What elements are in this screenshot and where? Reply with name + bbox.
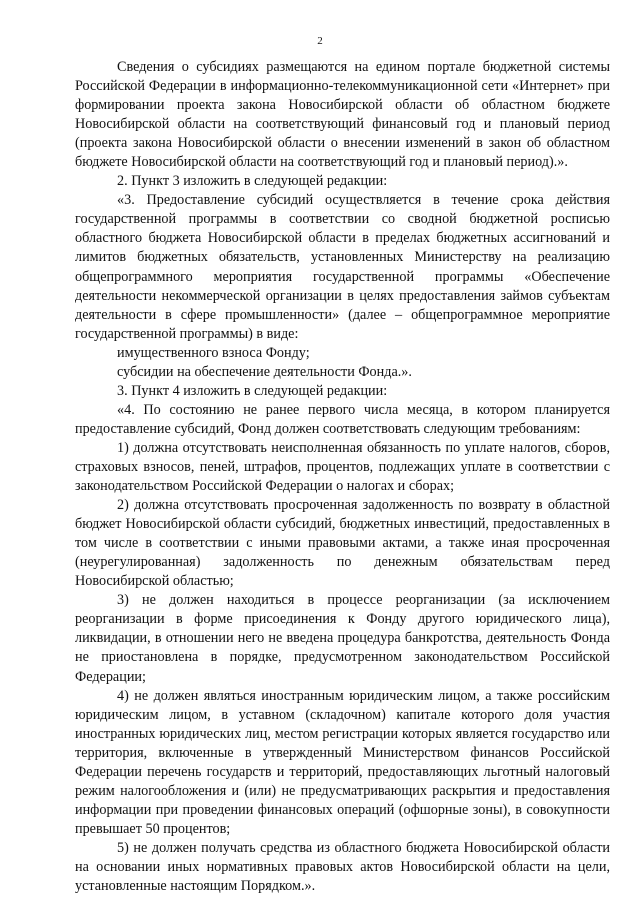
paragraph-requirement-1: 1) должна отсутствовать неисполненная обязанность по уплате налогов, сборов, страховых взносов, пеней, штрафов, процентов, подлежащих уплате в соответствии с законодательством Российской Федерации о налогах и сборах; [75, 439, 610, 495]
paragraph-fund-activity-subsidy: субсидии на обеспечение деятельности Фонда.». [117, 363, 412, 380]
paragraph-item-4-text: «4. По состоянию не ранее первого числа месяца, в котором планируется предоставление субсидий, Фонд должен соответствовать следующим требованиям: [75, 401, 610, 437]
document-body [75, 58, 610, 896]
paragraph-requirement-3: 3) не должен находиться в процессе реорганизации (за исключением реорганизации в форме присоединения к Фонду другого юридического лица), ликвидации, в отношении него не введена процедура банкротства, деятельность Фонда не приостановлена в порядке, предусмотренном законодательством Российской Федерации; [75, 592, 610, 685]
paragraph-item-3-text: «3. Предоставление субсидий осуществляется в течение срока действия государственной программы в соответствии со сводной бюджетной росписью областного бюджета Новосибирской области в пределах бюджетных ассигнований и лимитов бюджетных обязательств, установленных Министерству на реализацию общепрограммного мероприятия государственной программы «Обеспечение деятельности некоммерческой организации в целях предоставления займов субъектам деятельности в сфере промышленности» (далее – общепрограммное мероприятие государственной программы) в виде: [75, 192, 610, 342]
paragraph-requirement-4: 4) не должен являться иностранным юридическим лицом, а также российским юридическим лицом, в уставном (складочном) капитале которого доля участия иностранных юридических лиц, местом регистрации которых является государство или территория, включенные в утвержденный Министерством финансов Российской Федерации перечень государств и территорий, предоставляющих льготный налоговый режим налогообложения и (или) не предусматривающих раскрытия и предоставления информации при проведении финансовых операций (офшорные зоны), в совокупности превышает 50 процентов; [75, 687, 610, 837]
paragraph-requirement-2: 2) должна отсутствовать просроченная задолженность по возврату в областной бюджет Новосибирской области субсидий, бюджетных инвестиций, предоставленных в том числе в соответствии с иными правовыми актами, а также иная просроченная (неурегулированная) задолженность по денежным обязательствам перед Новосибирской областью; [75, 497, 610, 590]
paragraph-item-4-heading: 3. Пункт 4 изложить в следующей редакции: [117, 382, 388, 399]
paragraph-requirement-5: 5) не должен получать средства из областного бюджета Новосибирской области на основании иных нормативных правовых актов Новосибирской области на цели, установленные настоящим Порядком.». [75, 839, 610, 895]
paragraph-item-3-heading: 2. Пункт 3 изложить в следующей редакции: [117, 173, 388, 190]
page-number: 2 [317, 35, 323, 47]
paragraph-property-contribution: имущественного взноса Фонду; [117, 344, 310, 361]
paragraph-subsidy-info-publication: Сведения о субсидиях размещаются на едином портале бюджетной системы Российской Федерации в информационно-телекоммуникационной сети «Интернет» при формировании проекта закона Новосибирской области об областном бюджете Новосибирской области на соответствующий финансовый год и плановый период (проекта закона Новосибирской области о внесении изменений в закон об областном бюджете Новосибирской области на соответствующий год и плановый период).». [75, 59, 610, 171]
